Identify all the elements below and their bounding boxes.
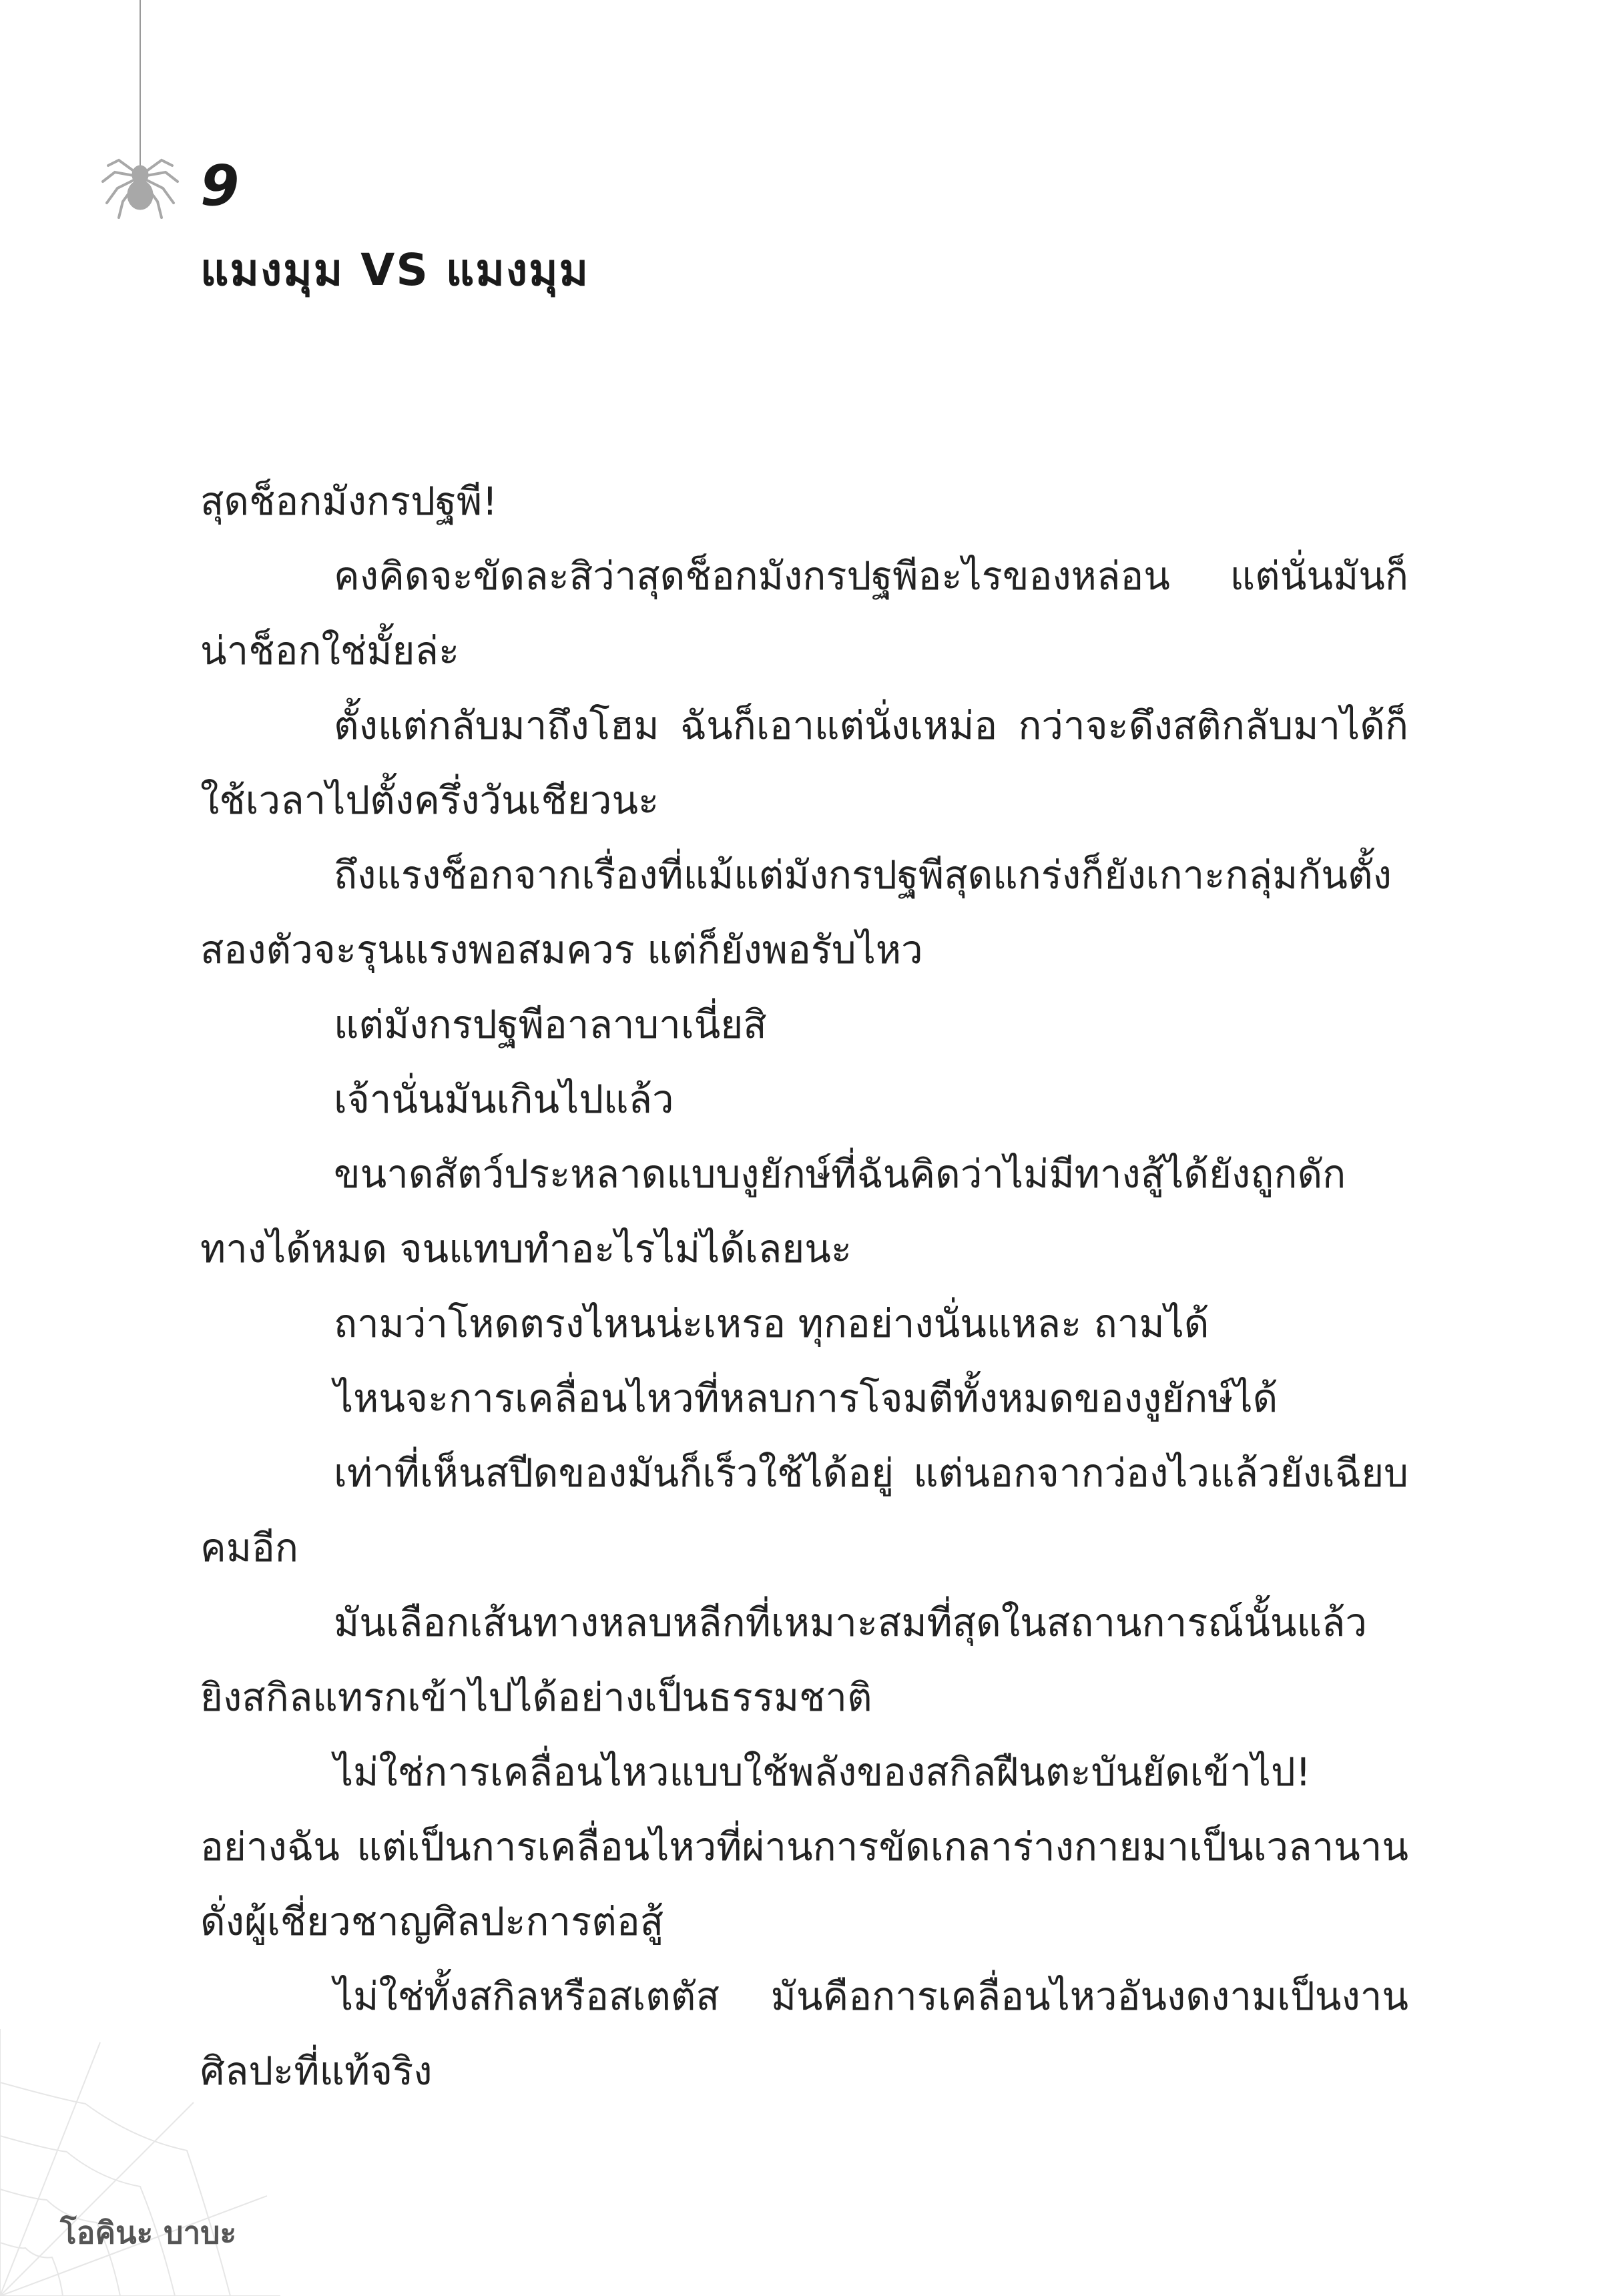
paragraph: คงคิดจะขัดละสิว่าสุดช็อกมังกรปฐพีอะไรของหล่อน แต่นั่นมันก็น่าช็อกใช่มั้ยล่ะ xyxy=(200,553,1408,673)
chapter-number: 9 xyxy=(200,153,240,218)
paragraph: ไหนจะการเคลื่อนไหวที่หลบการโจมตีทั้งหมดของงูยักษ์ได้ xyxy=(334,1376,1278,1421)
spider-icon xyxy=(100,0,180,227)
paragraph: แต่มังกรปฐพีอาลาบาเนี่ยสิ xyxy=(334,1002,767,1047)
paragraph: ไม่ใช่ทั้งสกิลหรือสเตตัส มันคือการเคลื่อนไหวอันงดงามเป็นงานศิลปะที่แท้จริง xyxy=(200,1974,1408,2094)
chapter-title: แมงมุม VS แมงมุม xyxy=(200,244,590,296)
paragraph: ถามว่าโหดตรงไหนน่ะเหรอ ทุกอย่างนั่นแหละ ถามได้ xyxy=(334,1301,1210,1346)
footer-author: โอคินะ บาบะ xyxy=(60,2215,237,2251)
paragraph: ถึงแรงช็อกจากเรื่องที่แม้แต่มังกรปฐพีสุดแกร่งก็ยังเกาะกลุ่มกันตั้งสองตัวจะรุนแรงพอสมควร แต่ก็ยังพอรับไหว xyxy=(200,852,1392,972)
paragraph: ตั้งแต่กลับมาถึงโฮม ฉันก็เอาแต่นั่งเหม่อ กว่าจะดึงสติกลับมาได้ก็ใช้เวลาไปตั้งครึ่งวันเชียวนะ xyxy=(200,703,1408,823)
spider-web-icon xyxy=(0,2029,280,2296)
paragraph: สุดช็อกมังกรปฐพี! xyxy=(200,479,498,524)
paragraph: เท่าที่เห็นสปีดของมันก็เร็วใช้ได้อยู่ แต่นอกจากว่องไวแล้วยังเฉียบคมอีก xyxy=(200,1450,1408,1570)
paragraph: มันเลือกเส้นทางหลบหลีกที่เหมาะสมที่สุดในสถานการณ์นั้นแล้วยิงสกิลแทรกเข้าไปได้อย่างเป็นธรรมชาติ xyxy=(200,1600,1367,1720)
chapter-body xyxy=(200,464,1408,2108)
paragraph: ไม่ใช่การเคลื่อนไหวแบบใช้พลังของสกิลฝืนตะบันยัดเข้าไป! อย่างฉัน แต่เป็นการเคลื่อนไหวที่ผ่านการขัดเกลาร่างกายมาเป็นเวลานาน ดั่งผู้เชี่ยวชาญศิลปะการต่อสู้ xyxy=(200,1749,1408,1944)
paragraph: เจ้านั่นมันเกินไปแล้ว xyxy=(334,1077,674,1122)
paragraph: ขนาดสัตว์ประหลาดแบบงูยักษ์ที่ฉันคิดว่าไม่มีทางสู้ได้ยังถูกดักทางได้หมด จนแทบทำอะไรไม่ได้เลยนะ xyxy=(200,1151,1346,1271)
